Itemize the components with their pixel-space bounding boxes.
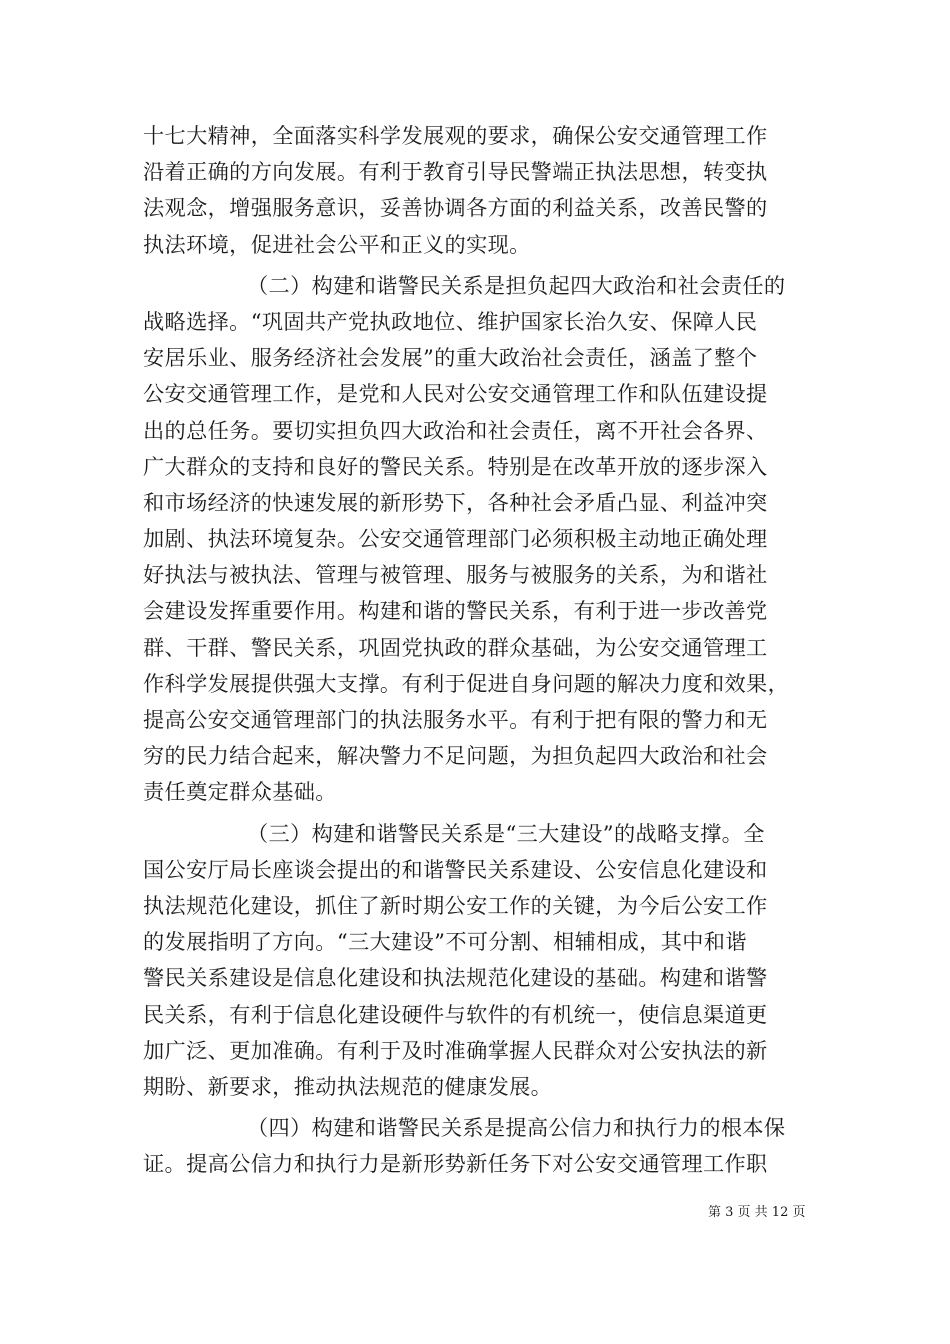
paragraph-line: 执法环境，促进社会公平和正义的实现。 bbox=[143, 231, 531, 257]
paragraph-line: 加广泛、更加准确。有利于及时准确掌握人民群众对公安执法的新 bbox=[143, 1037, 768, 1063]
paragraph-line: 作科学发展提供强大支撑。有利于促进自身问题的解决力度和效果， bbox=[143, 670, 790, 696]
paragraph-line: 期盼、新要求，推动执法规范的健康发展。 bbox=[143, 1073, 553, 1099]
paragraph-line: 国公安厅局长座谈会提出的和谐警民关系建设、公安信息化建设和 bbox=[143, 856, 768, 882]
paragraph-line: 提高公安交通管理部门的执法服务水平。有利于把有限的警力和无 bbox=[143, 707, 768, 732]
paragraph-line: 加剧、执法环境复杂。公安交通管理部门必须积极主动地正确处理 bbox=[143, 526, 768, 552]
paragraph-line: （三）构建和谐警民关系是“三大建设”的战略支撑。全 bbox=[247, 820, 765, 846]
paragraph-line: 执法规范化建设，抓住了新时期公安工作的关键，为今后公安工作 bbox=[143, 892, 768, 918]
paragraph bbox=[143, 1110, 815, 1182]
paragraph bbox=[143, 118, 815, 263]
paragraph-line: 公安交通管理工作，是党和人民对公安交通管理工作和队伍建设提 bbox=[143, 381, 768, 407]
paragraph-line: 好执法与被执法、管理与被管理、服务与被服务的关系，为和谐社 bbox=[143, 562, 768, 588]
page-number: 第 3 页 共 12 页 bbox=[708, 1205, 806, 1220]
paragraph-line: 和市场经济的快速发展的新形势下，各种社会矛盾凸显、利益冲突 bbox=[143, 489, 768, 515]
paragraph-line: 民关系，有利于信息化建设硬件与软件的有机统一，使信息渠道更 bbox=[143, 1001, 768, 1027]
paragraph-line: 广大群众的支持和良好的警民关系。特别是在改革开放的逐步深入 bbox=[143, 453, 768, 479]
paragraph-line: 证。提高公信力和执行力是新形势新任务下对公安交通管理工作职 bbox=[143, 1151, 768, 1177]
paragraph-line: 安居乐业、服务经济社会发展”的重大政治社会责任，涵盖了整个 bbox=[143, 345, 758, 371]
paragraph-line: 战略选择。“巩固共产党执政地位、维护国家长治久安、保障人民 bbox=[143, 308, 758, 334]
paragraph-line: 法观念，增强服务意识，妥善协调各方面的利益关系，改善民警的 bbox=[143, 195, 768, 221]
paragraph-line: （二）构建和谐警民关系是担负起四大政治和社会责任的 bbox=[247, 272, 786, 298]
paragraph-line: （四）构建和谐警民关系是提高公信力和执行力的根本保 bbox=[247, 1115, 786, 1141]
paragraph bbox=[143, 268, 815, 811]
paragraph-line: 责任奠定群众基础。 bbox=[143, 779, 337, 805]
paragraph-line: 十七大精神，全面落实科学发展观的要求，确保公安交通管理工作 bbox=[143, 123, 768, 148]
document-body bbox=[143, 118, 815, 1182]
paragraph-line: 警民关系建设是信息化建设和执法规范化建设的基础。构建和谐警 bbox=[143, 965, 768, 991]
paragraph-line: 的发展指明了方向。“三大建设”不可分割、相辅相成，其中和谐 bbox=[143, 929, 747, 955]
paragraph-line: 会建设发挥重要作用。构建和谐的警民关系，有利于进一步改善党 bbox=[143, 598, 768, 624]
paragraph-line: 沿着正确的方向发展。有利于教育引导民警端正执法思想，转变执 bbox=[143, 159, 768, 185]
paragraph-line: 穷的民力结合起来，解决警力不足问题，为担负起四大政治和社会 bbox=[143, 743, 768, 769]
paragraph-line: 出的总任务。要切实担负四大政治和社会责任，离不开社会各界、 bbox=[143, 417, 768, 443]
paragraph-line: 群、干群、警民关系，巩固党执政的群众基础，为公安交通管理工 bbox=[143, 634, 768, 660]
paragraph bbox=[143, 816, 815, 1106]
